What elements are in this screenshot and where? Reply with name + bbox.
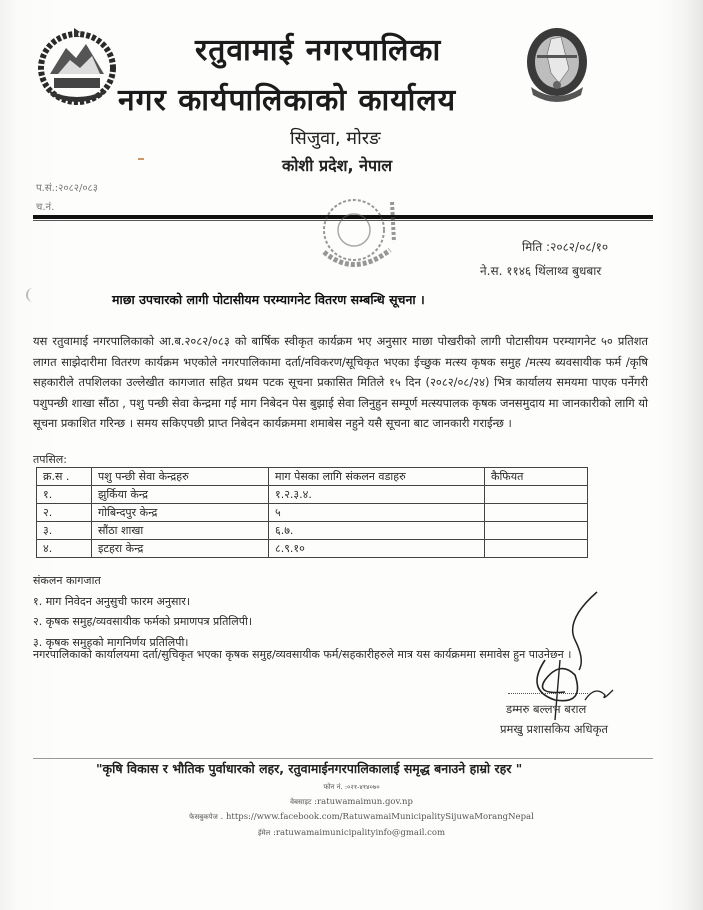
table-row (37, 522, 588, 540)
service-centers-table (36, 467, 588, 558)
cell-serial: १. (37, 486, 92, 504)
province: कोशी प्रदेश, नेपाल (282, 156, 393, 175)
document-item: १. माग निवेदन अनुसुची फारम अनुसार। (33, 594, 190, 608)
cell-center: सौंठा शाखा (92, 522, 269, 540)
cell-remarks (485, 486, 588, 504)
location: सिजुवा, मोरङ (290, 128, 381, 149)
cell-serial: २. (37, 504, 92, 522)
notice-body: यस रतुवामाई नगरपालिकाको आ.ब.२०८२/०८३ को बार्षिक स्वीकृत कार्यक्रम भए अनुसार माछा पोखरीको लागी पोटासीयम परम्यागनेट ५० प्रतिशत लागत साझेदारीमा वितरण कार्यक्रम भएकोले नगरपालिकामा दर्ता/नविकरण/सूचिकृत भएका ईच्छुक मत्स्य कृषक समुह /मत्स्य ब्यवसायीक फर्म /कृषि सहकारीले तपशिलका उल्लेखीत कागजात सहित प्रथम पटक सूचना प्रकासित मितिले १५ दिन (२०८२/०८/२४) भित्र कार्यालय समयमा पाएक पर्नेगरी पशुपन्छी शाखा सौंठा , पशु पन्छी सेवा केन्द्रमा गई माग निबेदन पेस बुझाई सेवा लिनुहुन सम्पूर्ण मत्स्यपालक कृषक जनसमुदाय मा जानकारीको लागि यो सूचना प्रकाशित गरिन्छ । समय सकिएपछी प्राप्त निबेदन कार्यक्रममा शमाबेस नहुने यसै सूचना बाट जानकारी गराईन्छ । (33, 334, 648, 430)
documents-heading: संकलन कागजात (33, 574, 101, 587)
cell-center: इटहरा केन्द्र (92, 540, 269, 558)
scan-mark (138, 158, 144, 160)
nepal-sambat-date: ने.स. ११४६ थिंलाथ्व बुधबार (480, 264, 602, 278)
header-center: पशु पन्छी सेवा केन्द्रहरु (92, 468, 269, 486)
footer-divider (33, 758, 653, 759)
office-name: नगर कार्यपालिकाको कार्यालय (118, 83, 457, 118)
cell-remarks (485, 522, 588, 540)
facebook-link[interactable]: . https://www.facebook.com/RatuwamaiMunicipalitySijuwaMorangNepal (220, 812, 534, 822)
footer-slogan: "कृषि विकास र भौतिक पुर्वाधारको लहर, रतुवामाईनगरपालिकालाई समृद्ध बनाउने हाम्रो रहर " (96, 761, 523, 776)
cell-center: झुर्किया केन्द्र (92, 486, 269, 504)
details-label: तपसिल: (33, 453, 67, 466)
footer-facebook (0, 812, 703, 822)
signature-icon (505, 590, 625, 720)
footer-email (0, 828, 703, 838)
cell-center: गोबिन्दपुर केन्द्र (92, 504, 269, 522)
municipality-name: रतुवामाई नगरपालिका (195, 33, 442, 68)
letter-number: प.सं.:२०८२/०८३ (36, 183, 98, 194)
email-label: ईमेल (257, 829, 271, 837)
header-serial: क्र.स . (37, 468, 92, 486)
cell-wards: ६.७. (269, 522, 485, 540)
document-item: ३. कृषक समुहको मागनिर्णय प्रतिलिपी। (33, 635, 189, 649)
office-stamp-icon (314, 192, 404, 278)
footer-phone (0, 782, 703, 792)
dispatch-number: च.नं. (36, 202, 55, 213)
header-remarks: कैफियत (485, 468, 588, 486)
cell-remarks (485, 504, 588, 522)
scan-mark (26, 288, 36, 302)
table-row (37, 504, 588, 522)
cell-wards: ५ (269, 504, 485, 522)
phone-label: फोन नं. (323, 783, 343, 791)
footer-website (0, 797, 703, 807)
signature-line (508, 693, 588, 694)
website-link[interactable]: :ratuwamaimun.gov.np (314, 797, 413, 807)
signatory-name: डम्मरु बल्लभ बराल (506, 702, 587, 716)
document-item: २. कृषक समुह/व्यवसायीक फर्मको प्रमाणपत्र प्रतिलिपी। (33, 615, 252, 628)
email-link[interactable]: :ratuwamaimunicipalityinfo@gmail.com (273, 828, 446, 838)
eligibility-note: नगरपालिकाको कार्यालयमा दर्ता/सुचिकृत भएका कृषक समुह/व्यवसायीक फर्म/सहकारीहरुले मात्र यस कार्यक्रममा समावेस हुन पाउनेछन । (33, 648, 572, 661)
phone-value: :०२१-४१४०७० (344, 783, 380, 791)
header-wards: माग पेसका लागि संकलन वडाहरु (269, 468, 485, 486)
website-label: वेबसाइट (290, 798, 312, 806)
municipality-emblem-icon (525, 25, 589, 103)
issue-date: मिति :२०८२/०८/१० (522, 240, 609, 254)
documents-list (33, 571, 252, 653)
cell-serial: ४. (37, 540, 92, 558)
signatory-title: प्रमखु प्रशासकिय अधिकृत (500, 722, 608, 736)
cell-wards: १.२.३.४. (269, 486, 485, 504)
nepal-government-emblem-icon (36, 24, 118, 106)
table-row (37, 486, 588, 504)
table-header-row (37, 468, 588, 486)
cell-serial: ३. (37, 522, 92, 540)
facebook-label: फेसबुकपेज (189, 813, 218, 821)
cell-remarks (485, 540, 588, 558)
notice-subject: माछा उपचारको लागी पोटासीयम परम्यागनेट वितरण सम्बन्धि सूचना । (112, 292, 425, 307)
cell-wards: ८.९.१० (269, 540, 485, 558)
table-row (37, 540, 588, 558)
